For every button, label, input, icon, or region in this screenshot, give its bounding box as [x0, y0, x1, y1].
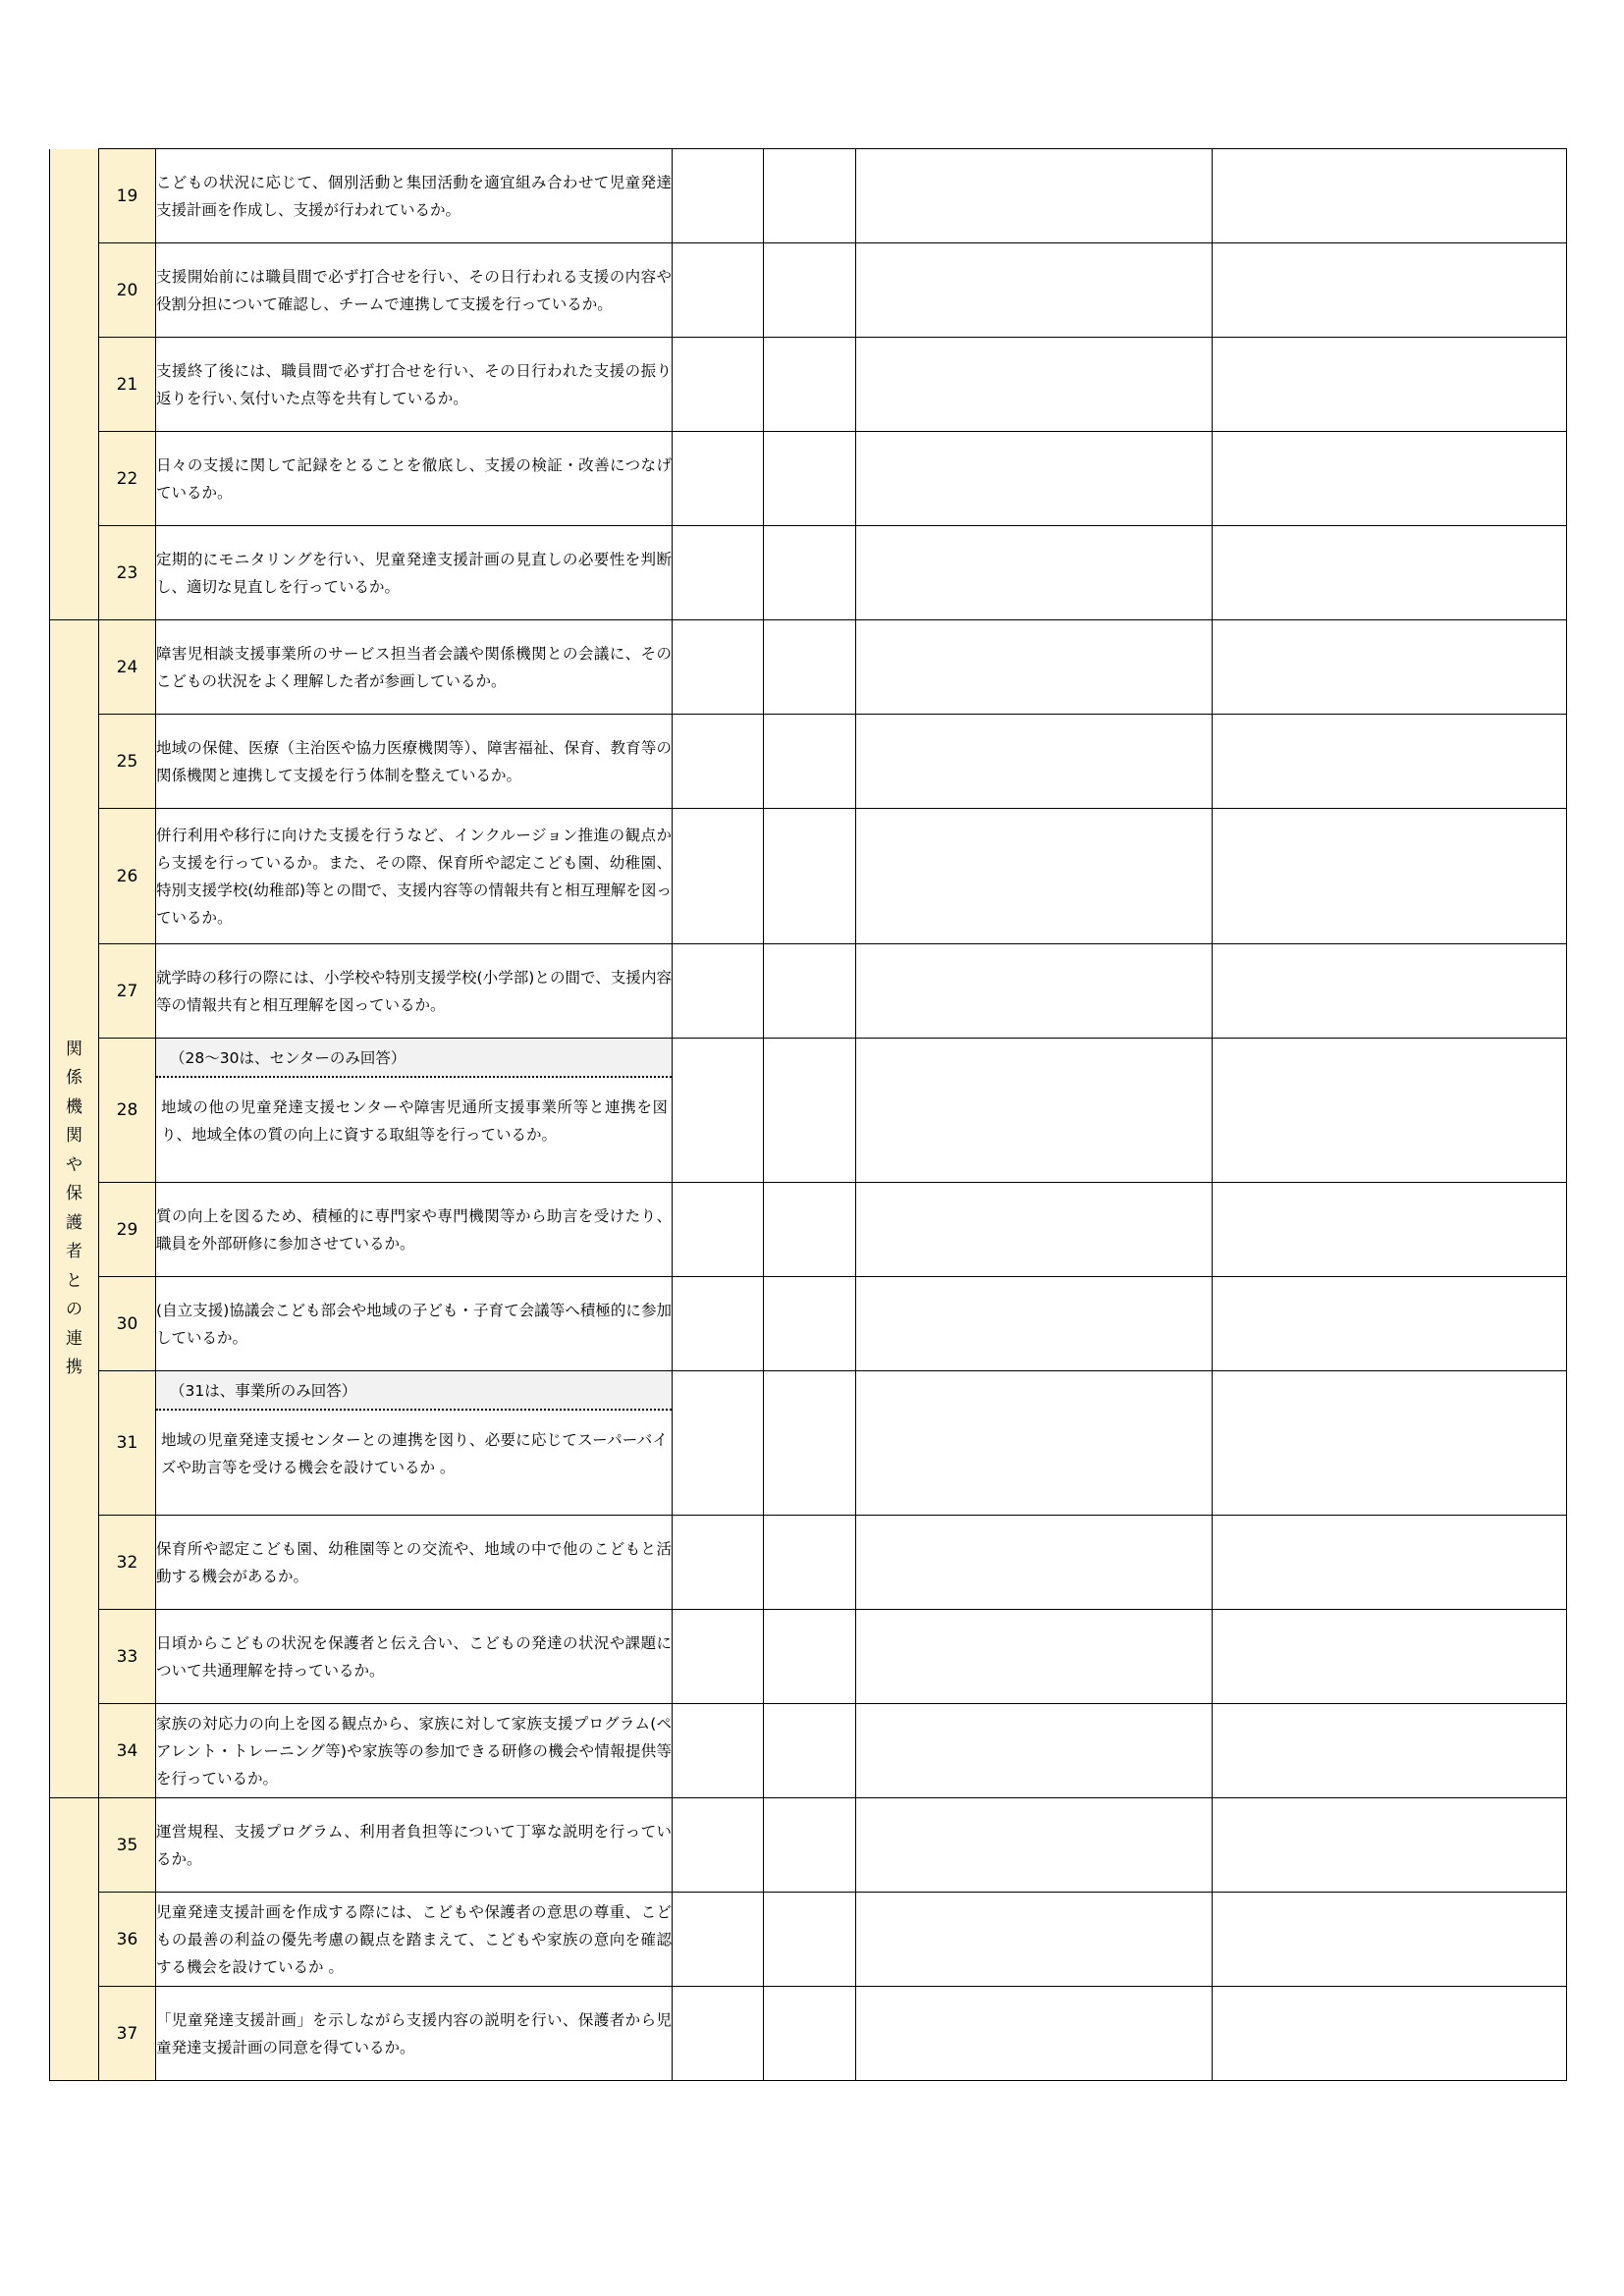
table-row: [50, 526, 1567, 620]
item-number: 23: [99, 526, 156, 620]
question-text: 運営規程、支援プログラム、利用者負担等について丁寧な説明を行っているか。: [156, 1798, 673, 1893]
item-number: 32: [99, 1516, 156, 1610]
answer-no-cell[interactable]: [764, 620, 856, 715]
table-row: [50, 1039, 1567, 1183]
answer-yes-cell[interactable]: [673, 1987, 764, 2081]
notes-cell[interactable]: [1213, 1987, 1567, 2081]
item-number: 19: [99, 149, 156, 243]
table-row: [50, 620, 1567, 715]
item-number: 30: [99, 1277, 156, 1371]
notes-cell[interactable]: [1213, 620, 1567, 715]
notes-cell[interactable]: [1213, 243, 1567, 338]
item-number: 37: [99, 1987, 156, 2081]
improvement-cell[interactable]: [856, 1277, 1213, 1371]
question-text: 併行利用や移行に向けた支援を行うなど、インクルージョン推進の観点から支援を行っているか。また、その際、保育所や認定こども園、幼稚園、特別支援学校(幼稚部)等との間で、支援内容等の情報共有と相互理解を図っているか。: [156, 809, 673, 944]
answer-no-cell[interactable]: [764, 1798, 856, 1893]
item-number: 20: [99, 243, 156, 338]
table-row: [50, 1798, 1567, 1893]
table-row: [50, 432, 1567, 526]
section-cell: [50, 1798, 99, 2081]
answer-no-cell[interactable]: [764, 1704, 856, 1798]
improvement-cell[interactable]: [856, 1183, 1213, 1277]
question-text: 就学時の移行の際には、小学校や特別支援学校(小学部)との間で、支援内容等の情報共有と相互理解を図っているか。: [156, 944, 673, 1039]
table-row: [50, 1704, 1567, 1798]
answer-yes-cell[interactable]: [673, 1516, 764, 1610]
question-text: 「児童発達支援計画」を示しながら支援内容の説明を行い、保護者から児童発達支援計画の同意を得ているか。: [156, 1987, 673, 2081]
question-text: 質の向上を図るため、積極的に専門家や専門機関等から助言を受けたり、職員を外部研修に参加させているか。: [156, 1183, 673, 1277]
question-text: 日頃からこどもの状況を保護者と伝え合い、こどもの発達の状況や課題について共通理解を持っているか。: [156, 1610, 673, 1704]
table-row: [50, 1371, 1567, 1516]
improvement-cell[interactable]: [856, 1798, 1213, 1893]
answer-yes-cell[interactable]: [673, 620, 764, 715]
notes-cell[interactable]: [1213, 1371, 1567, 1516]
answer-no-cell[interactable]: [764, 243, 856, 338]
answer-no-cell[interactable]: [764, 1893, 856, 1987]
answer-yes-cell[interactable]: [673, 338, 764, 432]
question-text: 定期的にモニタリングを行い、児童発達支援計画の見直しの必要性を判断し、適切な見直しを行っているか。: [156, 526, 673, 620]
table-row: [50, 809, 1567, 944]
notes-cell[interactable]: [1213, 1183, 1567, 1277]
item-number: 27: [99, 944, 156, 1039]
notes-cell[interactable]: [1213, 338, 1567, 432]
answer-no-cell[interactable]: [764, 809, 856, 944]
answer-yes-cell[interactable]: [673, 715, 764, 809]
table-row: [50, 944, 1567, 1039]
section-cell: [50, 620, 99, 1798]
answer-yes-cell[interactable]: [673, 1610, 764, 1704]
question-text: 家族の対応力の向上を図る観点から、家族に対して家族支援プログラム(ペアレント・トレーニング等)や家族等の参加できる研修の機会や情報提供等を行っているか。: [156, 1704, 673, 1798]
answer-yes-cell[interactable]: [673, 1371, 764, 1516]
table-row: [50, 1893, 1567, 1987]
item-number: 29: [99, 1183, 156, 1277]
answer-no-cell[interactable]: [764, 149, 856, 243]
table-row: [50, 1987, 1567, 2081]
answer-yes-cell[interactable]: [673, 243, 764, 338]
improvement-cell[interactable]: [856, 1516, 1213, 1610]
improvement-cell[interactable]: [856, 243, 1213, 338]
question-text: 保育所や認定こども園、幼稚園等との交流や、地域の中で他のこどもと活動する機会があるか。: [156, 1516, 673, 1610]
answer-no-cell[interactable]: [764, 1371, 856, 1516]
notes-cell[interactable]: [1213, 1704, 1567, 1798]
question-text: （31は、事業所のみ回答） 地域の児童発達支援センターとの連携を図り、必要に応じてスーパーバイズや助言等を受ける機会を設けているか 。: [156, 1371, 673, 1516]
answer-yes-cell[interactable]: [673, 1798, 764, 1893]
notes-cell[interactable]: [1213, 715, 1567, 809]
item-number: 28: [99, 1039, 156, 1183]
answer-yes-cell[interactable]: [673, 1704, 764, 1798]
item-number: 34: [99, 1704, 156, 1798]
answer-yes-cell[interactable]: [673, 1277, 764, 1371]
question-text: 支援終了後には、職員間で必ず打合せを行い、その日行われた支援の振り返りを行い､気付いた点等を共有しているか。: [156, 338, 673, 432]
answer-yes-cell[interactable]: [673, 1183, 764, 1277]
improvement-cell[interactable]: [856, 809, 1213, 944]
answer-no-cell[interactable]: [764, 526, 856, 620]
answer-yes-cell[interactable]: [673, 526, 764, 620]
answer-yes-cell[interactable]: [673, 1039, 764, 1183]
improvement-cell[interactable]: [856, 1704, 1213, 1798]
item-number: 22: [99, 432, 156, 526]
answer-no-cell[interactable]: [764, 944, 856, 1039]
notes-cell[interactable]: [1213, 149, 1567, 243]
question-text: 日々の支援に関して記録をとることを徹底し、支援の検証・改善につなげているか。: [156, 432, 673, 526]
notes-cell[interactable]: [1213, 1893, 1567, 1987]
question-text: (自立支援)協議会こども部会や地域の子ども・子育て会議等へ積極的に参加しているか。: [156, 1277, 673, 1371]
improvement-cell[interactable]: [856, 432, 1213, 526]
answer-no-cell[interactable]: [764, 432, 856, 526]
question-text: （28～30は、センターのみ回答） 地域の他の児童発達支援センターや障害児通所支援事業所等と連携を図り、地域全体の質の向上に資する取組等を行っているか。: [156, 1039, 673, 1183]
answer-scope-note: （31は、事業所のみ回答）: [156, 1371, 672, 1411]
item-number: 35: [99, 1798, 156, 1893]
answer-yes-cell[interactable]: [673, 149, 764, 243]
table-row: [50, 243, 1567, 338]
answer-no-cell[interactable]: [764, 338, 856, 432]
table-row: [50, 1183, 1567, 1277]
improvement-cell[interactable]: [856, 1039, 1213, 1183]
improvement-cell[interactable]: [856, 715, 1213, 809]
question-text: 児童発達支援計画を作成する際には、こどもや保護者の意思の尊重、こどもの最善の利益の優先考慮の観点を踏まえて、こどもや家族の意向を確認する機会を設けているか 。: [156, 1893, 673, 1987]
answer-no-cell[interactable]: [764, 1277, 856, 1371]
table-row: [50, 1516, 1567, 1610]
notes-cell[interactable]: [1213, 526, 1567, 620]
self-evaluation-table: [49, 148, 1567, 2081]
improvement-cell[interactable]: [856, 620, 1213, 715]
table-row: [50, 149, 1567, 243]
item-number: 33: [99, 1610, 156, 1704]
question-text: 障害児相談支援事業所のサービス担当者会議や関係機関との会議に、そのこどもの状況をよく理解した者が参画しているか。: [156, 620, 673, 715]
improvement-cell[interactable]: [856, 338, 1213, 432]
answer-no-cell[interactable]: [764, 1039, 856, 1183]
answer-scope-note: （28～30は、センターのみ回答）: [156, 1039, 672, 1078]
section-cell: [50, 149, 99, 620]
notes-cell[interactable]: [1213, 432, 1567, 526]
notes-cell[interactable]: [1213, 944, 1567, 1039]
item-number: 25: [99, 715, 156, 809]
question-text: 地域の保健、医療（主治医や協力医療機関等）、障害福祉、保育、教育等の関係機関と連携して支援を行う体制を整えているか。: [156, 715, 673, 809]
improvement-cell[interactable]: [856, 1987, 1213, 2081]
answer-no-cell[interactable]: [764, 1183, 856, 1277]
answer-yes-cell[interactable]: [673, 809, 764, 944]
answer-yes-cell[interactable]: [673, 432, 764, 526]
section-label: 関係機関や保護者との連携: [66, 1039, 82, 1377]
answer-no-cell[interactable]: [764, 1516, 856, 1610]
question-text: 支援開始前には職員間で必ず打合せを行い、その日行われる支援の内容や役割分担について確認し、チームで連携して支援を行っているか。: [156, 243, 673, 338]
table-row: [50, 1277, 1567, 1371]
improvement-cell[interactable]: [856, 944, 1213, 1039]
notes-cell[interactable]: [1213, 1798, 1567, 1893]
notes-cell[interactable]: [1213, 1516, 1567, 1610]
notes-cell[interactable]: [1213, 1039, 1567, 1183]
answer-yes-cell[interactable]: [673, 944, 764, 1039]
improvement-cell[interactable]: [856, 1893, 1213, 1987]
table-row: [50, 338, 1567, 432]
answer-no-cell[interactable]: [764, 1610, 856, 1704]
notes-cell[interactable]: [1213, 809, 1567, 944]
answer-no-cell[interactable]: [764, 1987, 856, 2081]
item-number: 36: [99, 1893, 156, 1987]
question-text: こどもの状況に応じて、個別活動と集団活動を適宜組み合わせて児童発達支援計画を作成し、支援が行われているか。: [156, 149, 673, 243]
notes-cell[interactable]: [1213, 1610, 1567, 1704]
answer-no-cell[interactable]: [764, 715, 856, 809]
item-number: 26: [99, 809, 156, 944]
item-number: 31: [99, 1371, 156, 1516]
improvement-cell[interactable]: [856, 1371, 1213, 1516]
table-row: [50, 1610, 1567, 1704]
answer-yes-cell[interactable]: [673, 1893, 764, 1987]
table-row: [50, 715, 1567, 809]
improvement-cell[interactable]: [856, 526, 1213, 620]
notes-cell[interactable]: [1213, 1277, 1567, 1371]
improvement-cell[interactable]: [856, 149, 1213, 243]
improvement-cell[interactable]: [856, 1610, 1213, 1704]
item-number: 21: [99, 338, 156, 432]
item-number: 24: [99, 620, 156, 715]
